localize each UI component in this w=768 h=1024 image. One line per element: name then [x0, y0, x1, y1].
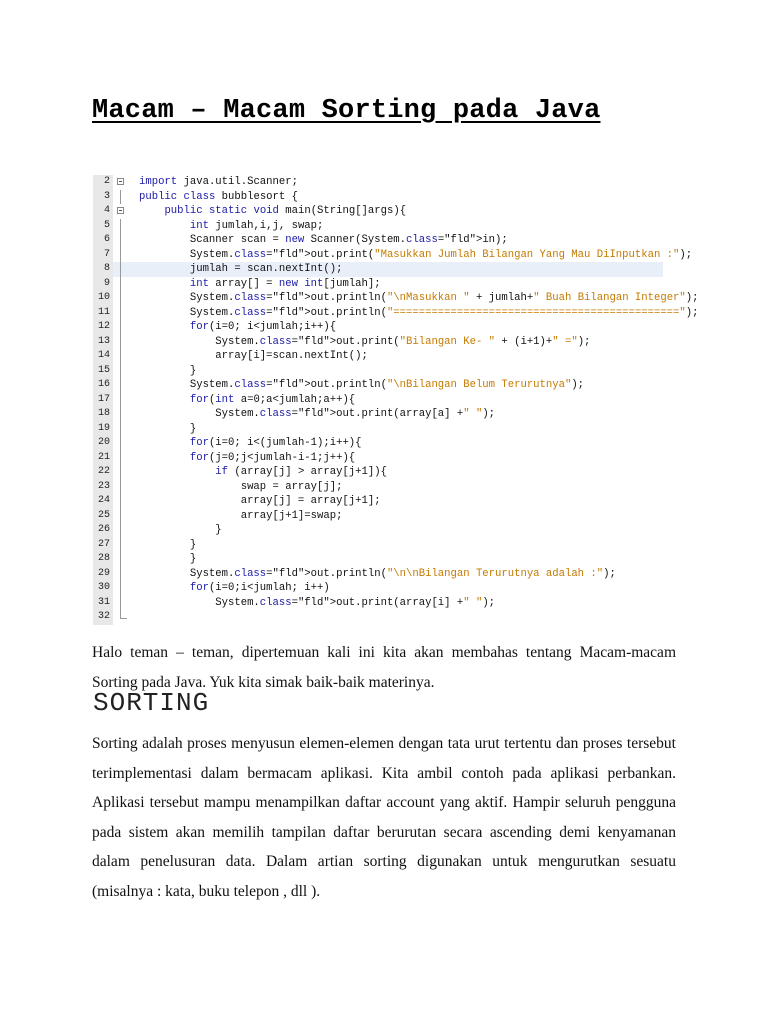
- line-number: 4: [93, 204, 113, 219]
- fold-guide-line: [120, 436, 121, 451]
- line-number: 19: [93, 422, 113, 437]
- line-number: 32: [93, 610, 113, 625]
- line-number: 15: [93, 364, 113, 379]
- code-line: [93, 610, 663, 625]
- code-text: import java.util.Scanner;: [139, 176, 298, 188]
- code-line: [93, 364, 663, 379]
- line-number: 6: [93, 233, 113, 248]
- fold-guide-line: [120, 233, 121, 248]
- line-number: 28: [93, 552, 113, 567]
- fold-guide-line: [120, 567, 121, 582]
- code-line: [93, 335, 663, 350]
- code-text: Scanner scan = new Scanner(System.class="fld">in);: [139, 234, 508, 246]
- line-number: 20: [93, 436, 113, 451]
- code-line: [93, 567, 663, 582]
- line-number: 22: [93, 465, 113, 480]
- code-text: for(i=0; i<jumlah;i++){: [189, 321, 337, 333]
- page-title: Macam – Macam Sorting pada Java: [92, 96, 601, 126]
- code-text: public static void main(String[]args){: [164, 205, 407, 217]
- line-number: 16: [93, 378, 113, 393]
- fold-guide-line: [120, 465, 121, 480]
- code-line: [93, 393, 663, 408]
- code-text: array[i]=scan.nextInt();: [139, 350, 368, 362]
- code-line: [93, 538, 663, 553]
- fold-guide-line: [120, 523, 121, 538]
- code-line: [93, 581, 663, 596]
- code-line: [93, 175, 663, 190]
- code-line: [93, 277, 663, 292]
- code-text: swap = array[j];: [139, 480, 343, 493]
- code-line: [93, 407, 663, 422]
- fold-guide-line: [120, 393, 121, 408]
- code-text: int array[] = new int[jumlah];: [189, 277, 381, 290]
- code-text: for(j=0;j<jumlah-i-1;j++){: [189, 451, 356, 464]
- code-text: }: [139, 553, 197, 565]
- fold-guide-line: [120, 494, 121, 509]
- fold-guide-line: [120, 219, 121, 234]
- line-number: 3: [93, 190, 113, 205]
- code-line: [93, 422, 663, 437]
- fold-guide-line: [120, 509, 121, 524]
- intro-paragraph: Halo teman – teman, dipertemuan kali ini kita akan membahas tentang Macam-macam Sorting pada Java. Yuk kita simak baik-baik materinya.: [92, 644, 676, 691]
- code-line: [93, 204, 663, 219]
- code-line: [93, 306, 699, 321]
- line-number: 31: [93, 596, 113, 611]
- line-number: 30: [93, 581, 113, 596]
- code-text: System.class="fld">out.print("Masukkan Jumlah Bilangan Yang Mau DiInputkan :");: [139, 248, 693, 261]
- line-number: 2: [93, 175, 113, 190]
- code-text: }: [139, 538, 197, 551]
- code-line: [93, 248, 693, 263]
- fold-guide-line: [120, 190, 121, 205]
- fold-guide-line: [120, 262, 121, 277]
- code-line: [93, 552, 663, 567]
- fold-guide-line: [120, 378, 121, 393]
- fold-guide-line: [120, 451, 121, 466]
- code-line: [93, 233, 663, 248]
- fold-guide-line: [120, 538, 121, 553]
- code-line: [93, 596, 663, 611]
- code-line: [93, 523, 663, 538]
- code-screenshot: [93, 175, 699, 633]
- line-number: 23: [93, 480, 113, 495]
- line-number: 18: [93, 407, 113, 422]
- fold-toggle-icon[interactable]: [117, 178, 124, 185]
- line-number: 24: [93, 494, 113, 509]
- code-text: System.class="fld">out.print("Bilangan Ke- " + (i+1)+" =");: [139, 335, 591, 348]
- fold-guide-line: [120, 407, 121, 422]
- code-line: [93, 219, 663, 234]
- code-line: [93, 190, 663, 205]
- code-text: array[j+1]=swap;: [139, 509, 343, 522]
- code-text: array[j] = array[j+1];: [139, 495, 381, 507]
- fold-guide-line: [120, 277, 121, 292]
- line-number: 8: [93, 262, 113, 277]
- line-number: 25: [93, 509, 113, 524]
- code-text: System.class="fld">out.print(array[a] +" ");: [139, 408, 496, 420]
- code-line: [93, 494, 663, 509]
- code-text: for(i=0; i<(jumlah-1);i++){: [189, 437, 362, 449]
- code-text: for(i=0;i<jumlah; i++): [189, 582, 330, 594]
- fold-guide-line: [120, 581, 121, 596]
- code-line: [93, 509, 663, 524]
- fold-guide-line: [120, 291, 121, 306]
- section-paragraph: Sorting adalah proses menyusun elemen-elemen dengan tata urut tertentu dan proses tersebut terimplementasi dalam bermacam aplikasi. Kita ambil contoh pada aplikasi perbankan. Aplikasi tersebut mampu menampilkan daftar account yang aktif. Hampir seluruh pengguna pada sistem akan memilih tampilan daftar berurutan secara ascending demi kenyamanan dalam penelusuran data. Dalam artian sorting digunakan untuk mengurutkan sesuatu (misalnya : kata, buku telepon , dll ).: [92, 735, 676, 900]
- code-line: [93, 262, 663, 277]
- line-number: 11: [93, 306, 113, 321]
- fold-guide-line: [120, 320, 121, 335]
- code-line: [93, 451, 663, 466]
- code-text: }: [139, 422, 197, 435]
- code-text: System.class="fld">out.println("\n\nBilangan Terurutnya adalah :");: [139, 567, 616, 580]
- code-line: [93, 291, 699, 306]
- line-number: 21: [93, 451, 113, 466]
- fold-guide-line: [120, 480, 121, 495]
- code-line: [93, 465, 663, 480]
- code-line: [93, 436, 663, 451]
- fold-guide-line: [120, 552, 121, 567]
- code-text: System.class="fld">out.print(array[i] +" ");: [139, 596, 496, 609]
- code-text: public class bubblesort {: [139, 190, 298, 203]
- code-text: jumlah = scan.nextInt();: [139, 263, 343, 275]
- fold-guide-line: [120, 306, 121, 321]
- fold-guide-line: [120, 349, 121, 364]
- code-line: [93, 378, 663, 393]
- code-text: int jumlah,i,j, swap;: [189, 219, 324, 232]
- code-line: [93, 480, 663, 495]
- fold-toggle-icon[interactable]: [117, 207, 124, 214]
- code-text: for(int a=0;a<jumlah;a++){: [189, 393, 356, 406]
- code-line: [93, 349, 663, 364]
- line-number: 14: [93, 349, 113, 364]
- line-number: 13: [93, 335, 113, 350]
- line-number: 12: [93, 320, 113, 335]
- line-number: 7: [93, 248, 113, 263]
- section-heading: SORTING: [93, 688, 210, 718]
- line-number: 27: [93, 538, 113, 553]
- line-number: 17: [93, 393, 113, 408]
- line-number: 10: [93, 291, 113, 306]
- fold-guide-line: [120, 422, 121, 437]
- fold-guide-line: [120, 335, 121, 350]
- code-text: }: [139, 524, 222, 536]
- fold-end-marker: [120, 610, 127, 619]
- code-text: System.class="fld">out.println("\nBilangan Belum Terurutnya");: [139, 379, 585, 391]
- code-text: System.class="fld">out.println("=============================================");: [139, 306, 699, 319]
- code-text: if (array[j] > array[j+1]){: [215, 466, 387, 478]
- code-text: }: [139, 364, 197, 377]
- code-line: [93, 320, 663, 335]
- code-text: System.class="fld">out.println("\nMasukkan " + jumlah+" Buah Bilangan Integer");: [139, 292, 699, 304]
- fold-guide-line: [120, 248, 121, 263]
- line-number: 26: [93, 523, 113, 538]
- fold-guide-line: [120, 364, 121, 379]
- fold-guide-line: [120, 596, 121, 611]
- line-number: 5: [93, 219, 113, 234]
- line-number: 29: [93, 567, 113, 582]
- line-number: 9: [93, 277, 113, 292]
